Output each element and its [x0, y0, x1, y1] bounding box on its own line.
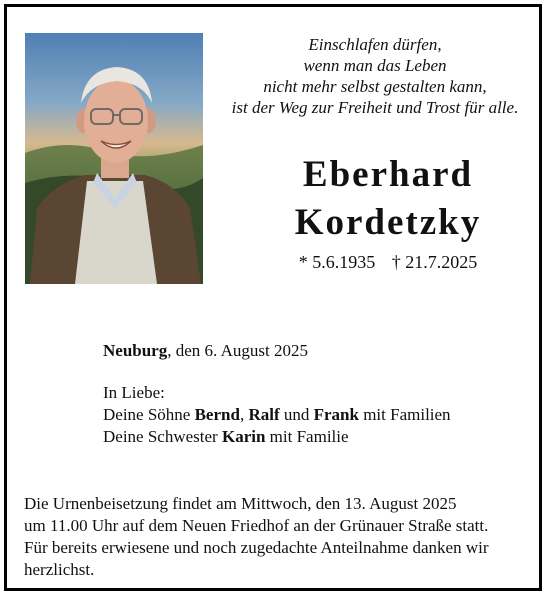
mourners-block: [103, 382, 451, 448]
death-symbol: †: [391, 252, 401, 272]
life-dates: [268, 252, 508, 273]
closing-line: um 11.00 Uhr auf dem Neuen Friedhof an der Grünauer Straße statt.: [24, 516, 489, 535]
date-text: , den 6. August 2025: [167, 341, 308, 360]
son-name: Frank: [313, 405, 359, 424]
place-name: Neuburg: [103, 341, 168, 360]
closing-text: [24, 493, 489, 581]
birth-symbol: *: [298, 252, 308, 272]
poem-line: wenn man das Leben: [303, 56, 447, 75]
mourners-intro: In Liebe:: [103, 383, 165, 402]
poem-line: ist der Weg zur Freiheit und Trost für alle.: [231, 98, 519, 117]
sister-name: Karin: [221, 427, 266, 446]
poem-line: Einschlafen dürfen,: [308, 35, 442, 54]
last-name: Kordetzky: [294, 202, 482, 243]
son-name: Bernd: [194, 405, 240, 424]
son-name: Ralf: [248, 405, 280, 424]
poem: [210, 34, 540, 118]
closing-line: Für bereits erwiesene und noch zugedachte Anteilnahme danken wir: [24, 538, 489, 557]
place-date-line: [103, 340, 308, 362]
closing-line: herzlichst.: [24, 560, 95, 579]
closing-line: Die Urnenbeisetzung findet am Mittwoch, den 13. August 2025: [24, 494, 457, 513]
mourners-line-sons: Deine Söhne Bernd, Ralf und Frank mit Familien: [103, 405, 451, 424]
first-name: Eberhard: [302, 154, 474, 195]
portrait-photo: [25, 33, 203, 284]
poem-line: nicht mehr selbst gestalten kann,: [263, 77, 487, 96]
mourners-line-sister: Deine Schwester Karin mit Familie: [103, 427, 349, 446]
birth-date: * 5.6.1935: [298, 252, 376, 272]
death-date: † 21.7.2025: [391, 252, 478, 272]
